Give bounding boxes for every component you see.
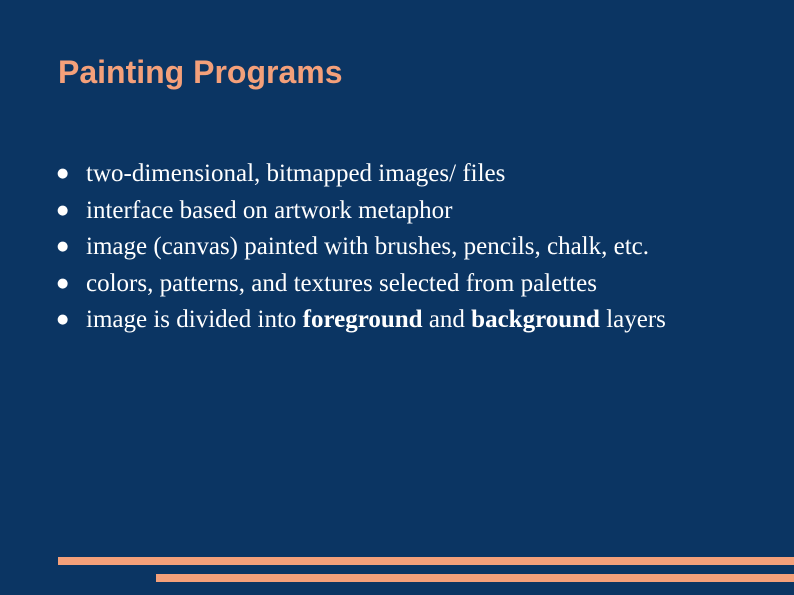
bullet-text-segment: and: [422, 306, 472, 333]
bullet-text-emphasis-background: background: [471, 306, 600, 333]
bullet-item: [0, 229, 756, 266]
bullet-text: [86, 306, 666, 333]
bullet-text-emphasis-foreground: foreground: [302, 306, 423, 333]
bullet-text: colors, patterns, and textures selected from palettes: [86, 269, 597, 297]
bullet-dot-icon: ●: [57, 312, 69, 327]
bullet-item: [0, 193, 756, 230]
decorative-bar-bottom: [156, 574, 794, 582]
bullet-dot-icon: ●: [57, 202, 69, 218]
bullet-item: [0, 266, 756, 303]
bullet-list: [0, 156, 794, 339]
bullet-dot-icon: ●: [57, 275, 69, 291]
bullet-dot-icon: ●: [57, 166, 69, 181]
slide-title: Painting Programs: [58, 54, 343, 90]
bullet-text: image (canvas) painted with brushes, pencils, chalk, etc.: [86, 233, 650, 260]
bullet-text: interface based on artwork metaphor: [86, 196, 453, 224]
bullet-item: [0, 302, 756, 339]
decorative-bar-top: [58, 557, 794, 565]
bullet-text-segment: layers: [599, 306, 666, 333]
bullet-item: [0, 156, 756, 193]
bullet-text-segment: image is divided into: [86, 306, 303, 333]
bullet-text: two-dimensional, bitmapped images/ files: [86, 160, 506, 187]
bullet-dot-icon: ●: [57, 239, 69, 254]
